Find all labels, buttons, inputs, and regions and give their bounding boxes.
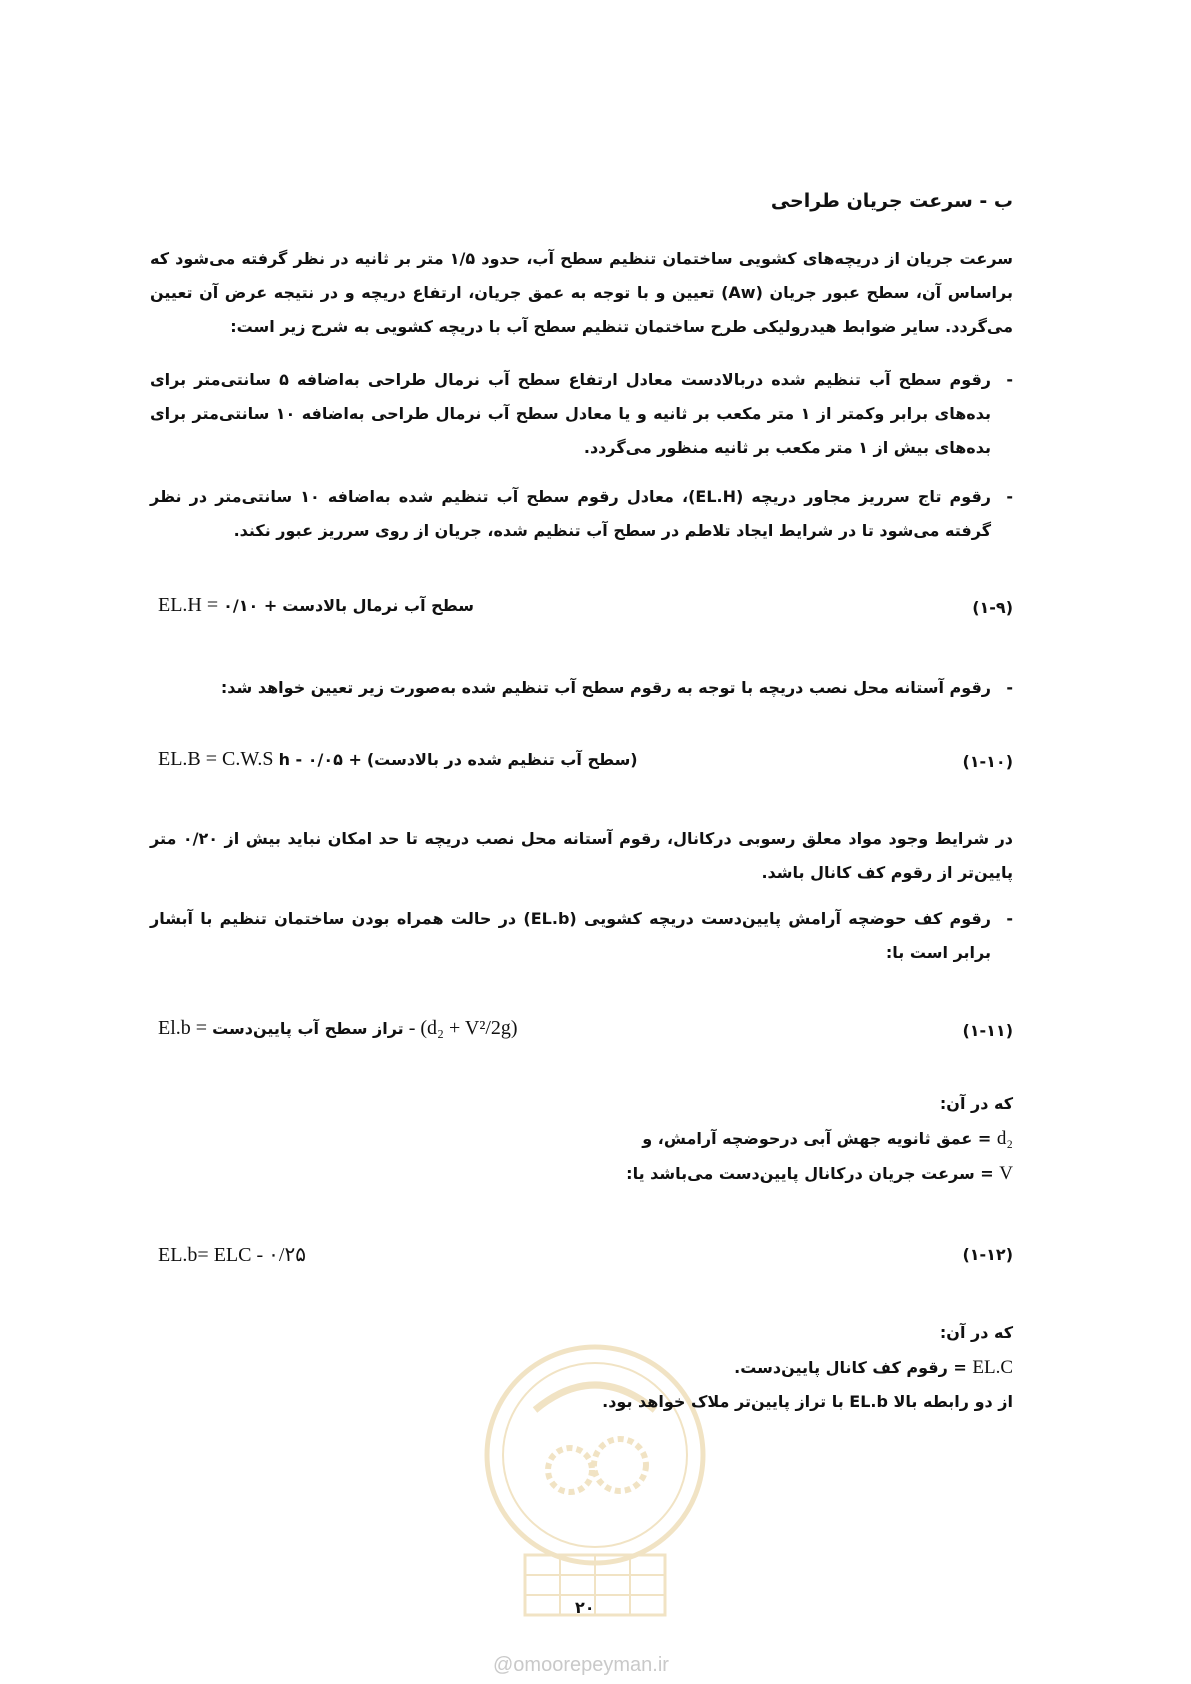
bullet-text: رقوم آستانه محل نصب دریچه با توجه به رقوم سطح آب تنظیم شده به‌صورت زیر تعیین خواهد شد: <box>220 678 991 697</box>
equation-rhs: + ۰/۰۵ - h <box>278 750 362 769</box>
definition-symbol: EL.C <box>972 1357 1013 1378</box>
equation-10-number: (۱-۱۰) <box>962 752 1013 771</box>
definition-text: = سرعت جریان درکانال پایین‌دست می‌باشد یا: <box>626 1164 994 1183</box>
bullet-dash: - <box>1006 370 1013 389</box>
bullet-dash: - <box>1006 909 1013 928</box>
closing-line: از دو رابطه بالا EL.b با تراز پایین‌تر ملاک خواهد بود. <box>602 1392 1013 1411</box>
definition-elc <box>734 1357 1013 1379</box>
bullet-text: رقوم کف حوضچه آرامش پایین‌دست دریچه کشویی (EL.b) در حالت همراه بودن ساختمان تنظیم با آبشار برابر است با: <box>150 909 991 962</box>
bullet-text: رقوم تاج سرریز مجاور دریچه (EL.H)، معادل رقوم سطح آب تنظیم شده به‌اضافه ۱۰ سانتی‌متر در نظر گرفته می‌شود تا در شرایط ایجاد تلاطم در سطح آب تنظیم شده، جریان از روی سرریز عبور نکند. <box>150 487 992 540</box>
equation-9-number: (۱-۹) <box>972 598 1013 617</box>
publisher-seal-watermark <box>475 1340 715 1630</box>
equation-lhs: EL.H = <box>158 594 219 616</box>
equation-12-number: (۱-۱۲) <box>962 1245 1013 1264</box>
bullet-dash: - <box>1006 678 1013 697</box>
definition-text: = عمق ثانویه جهش آبی درحوضچه آرامش، و <box>642 1129 992 1148</box>
page-number: ۲۰ <box>575 1598 595 1617</box>
where-label: که در آن: <box>939 1323 1013 1342</box>
bullet-dash: - <box>1006 487 1013 506</box>
definition-text: = رقوم کف کانال پایین‌دست. <box>734 1358 967 1377</box>
equation-lhs: El.b = <box>158 1017 208 1039</box>
sediment-paragraph: در شرایط وجود مواد معلق رسوبی درکانال، رقوم آستانه محل نصب دریچه تا حد امکان نباید بیش از ۰/۲۰ متر پایین‌تر از رقوم کف کانال باشد. <box>150 829 1013 882</box>
equation-rhs: + ۰/۱۰ <box>223 596 278 615</box>
bullet-weir-crest <box>150 480 1013 548</box>
equation-lhs: EL.b= ELC - ۰/۲۵ <box>158 1244 306 1266</box>
equation-term: (سطح آب تنظیم شده در بالادست) <box>366 750 638 769</box>
where-label: که در آن: <box>939 1094 1013 1113</box>
definition-v <box>626 1163 1013 1185</box>
bullet-text: رقوم سطح آب تنظیم شده دربالادست معادل ارتفاع سطح آب نرمال طراحی به‌اضافه ۵ سانتی‌متر برای بده‌های برابر وکمتر از ۱ متر مکعب بر ثانیه و یا معادل سطح آب نرمال طراحی به‌اضافه ۱۰ سانتی‌متر برای بده‌های بیش از ۱ متر مکعب بر ثانیه منظور می‌گردد. <box>150 370 992 457</box>
equation-term: تراز سطح آب پایین‌دست <box>212 1019 404 1038</box>
equation-lhs: EL.B = C.W.S <box>158 748 274 770</box>
equation-9 <box>158 594 474 617</box>
equation-term: سطح آب نرمال بالادست <box>282 596 474 615</box>
intro-paragraph: سرعت جریان از دریچه‌های کشویی ساختمان تنظیم سطح آب، حدود ۱/۵ متر بر ثانیه در نظر گرفته می‌شود که براساس آن، سطح عبور جریان (Aw) تعیین و با توجه به عمق جریان، ارتفاع دریچه و در نتیجه عرض آن تعیین می‌گردد. سایر ضوابط هیدرولیکی طرح ساختمان تنظیم سطح آب با دریچه کشویی به شرح زیر است: <box>150 249 1013 336</box>
bullet-stilling-basin <box>150 902 1013 970</box>
equation-10 <box>158 748 638 771</box>
bullet-water-level <box>150 363 1013 465</box>
definition-d2 <box>642 1128 1013 1150</box>
equation-12 <box>158 1242 306 1267</box>
footer-watermark-text: @omoorepeyman.ir <box>493 1654 669 1676</box>
equation-11 <box>158 1017 518 1040</box>
equation-rhs: - (d₂ + V²/2g) <box>408 1017 518 1039</box>
definition-symbol: V <box>999 1163 1013 1184</box>
section-heading: ب - سرعت جریان طراحی <box>770 190 1013 212</box>
bullet-sill-level <box>150 671 1013 705</box>
definition-symbol: d₂ <box>996 1128 1013 1149</box>
equation-11-number: (۱-۱۱) <box>962 1021 1013 1040</box>
